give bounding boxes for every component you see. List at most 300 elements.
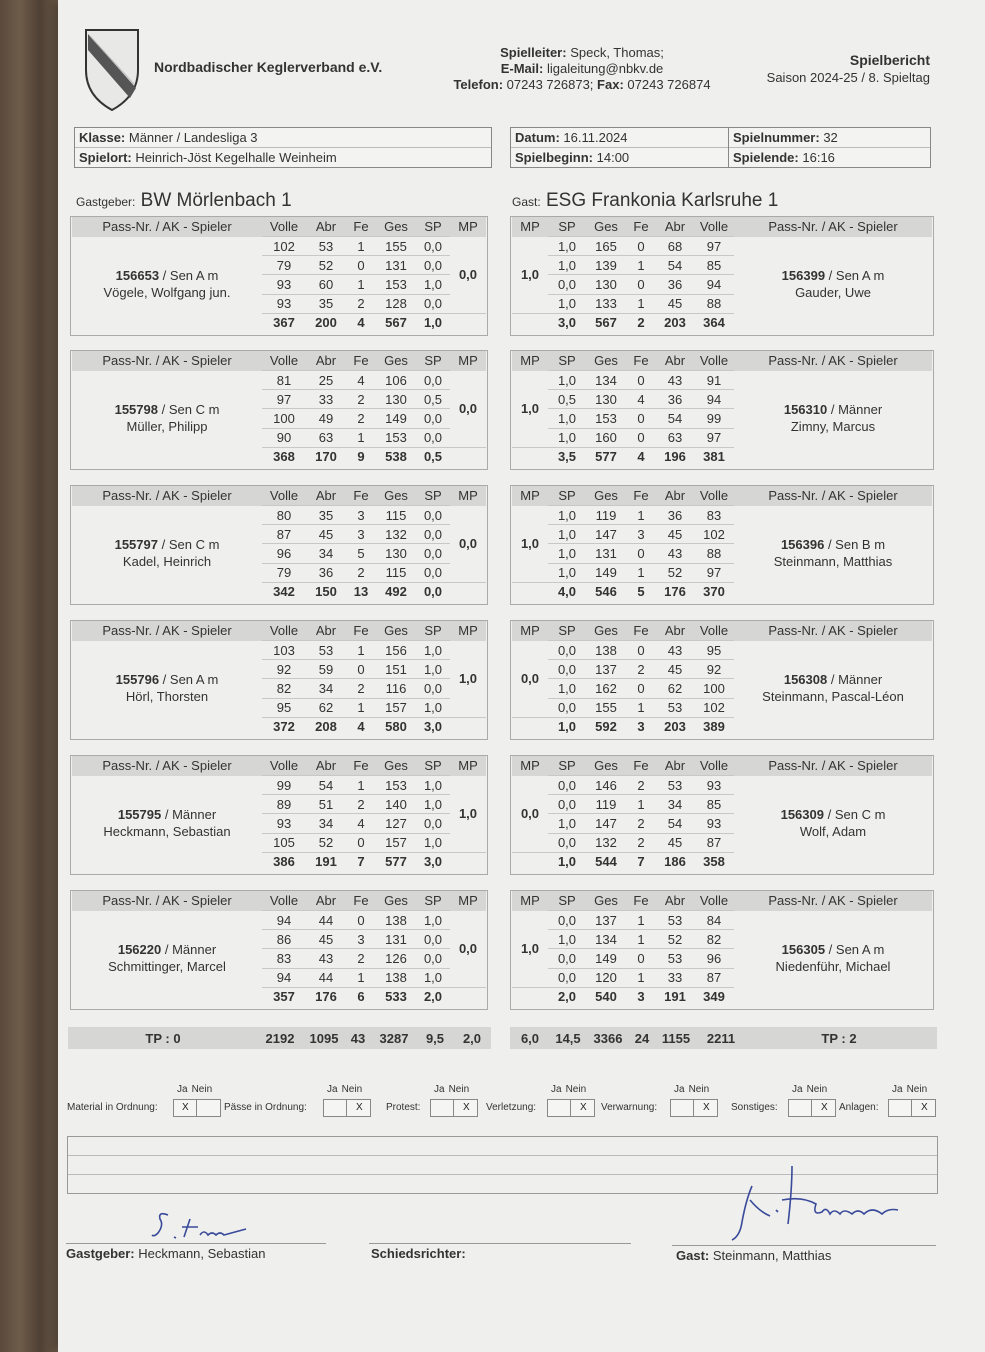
volle: 97	[262, 390, 306, 409]
column-header: Ges	[376, 621, 416, 641]
nein-label: Nein	[565, 1084, 587, 1095]
volle: 85	[694, 256, 734, 275]
fe: 2	[346, 795, 376, 814]
sp: 0,0	[416, 814, 450, 833]
age-class: / Sen A m	[825, 268, 885, 284]
away-sign-line	[672, 1245, 936, 1246]
check-label: Sonstiges:	[731, 1102, 778, 1113]
column-header: SP	[416, 351, 450, 371]
away-block-frame	[510, 890, 934, 1010]
nein-label: Nein	[191, 1084, 213, 1095]
home-team: BW Mörlenbach 1	[140, 190, 292, 211]
ges: 544	[586, 852, 626, 871]
home-total-volle: 2192	[265, 1031, 295, 1046]
fe: 4	[346, 717, 376, 736]
abr: 45	[656, 833, 694, 852]
column-header: Pass-Nr. / AK - Spieler	[734, 891, 932, 911]
ref-sign-line	[369, 1243, 631, 1244]
fe: 1	[346, 641, 376, 660]
ja-nein-checkbox[interactable]	[888, 1099, 936, 1117]
fe: 3	[346, 930, 376, 949]
volle: 82	[262, 679, 306, 698]
column-header: Volle	[262, 217, 306, 237]
abr: 53	[656, 949, 694, 968]
sp: 1,0	[548, 679, 586, 698]
home-block-frame	[70, 485, 488, 605]
ges: 151	[376, 660, 416, 679]
fe: 1	[626, 911, 656, 930]
checkbox-divider	[346, 1100, 347, 1116]
sp: 3,0	[548, 313, 586, 332]
sp: 0,0	[416, 563, 450, 582]
fe: 0	[626, 949, 656, 968]
fe: 6	[346, 987, 376, 1006]
abr: 45	[656, 294, 694, 313]
sp: 1,0	[416, 275, 450, 294]
fe: 0	[346, 833, 376, 852]
ges: 130	[586, 275, 626, 294]
column-header: Fe	[346, 621, 376, 641]
fe: 4	[346, 814, 376, 833]
volle: 93	[694, 776, 734, 795]
away-total-fe: 24	[634, 1031, 650, 1046]
column-header: Abr	[656, 486, 694, 506]
pass-number: 156396	[780, 537, 825, 553]
sp: 1,0	[416, 776, 450, 795]
abr: 35	[306, 294, 346, 313]
column-header: Pass-Nr. / AK - Spieler	[72, 351, 262, 371]
sp: 1,0	[548, 409, 586, 428]
spielort-row	[75, 148, 491, 167]
away-total-ges: 3366	[593, 1031, 623, 1046]
home-block-frame	[70, 216, 488, 336]
org-name: Nordbadischer Keglerverband e.V.	[154, 59, 383, 75]
column-header: Ges	[376, 351, 416, 371]
abr: 49	[306, 409, 346, 428]
home-block-frame	[70, 755, 488, 875]
fe: 2	[346, 563, 376, 582]
column-header: Volle	[262, 756, 306, 776]
abr: 33	[306, 390, 346, 409]
age-class: / Sen C m	[157, 537, 220, 553]
abr: 186	[656, 852, 694, 871]
column-header: Ges	[376, 756, 416, 776]
check-mark: X	[580, 1102, 587, 1113]
away-total-sp: 14,5	[555, 1031, 581, 1046]
sp: 0,0	[416, 409, 450, 428]
ja-label: Ja	[551, 1084, 562, 1095]
column-header: SP	[416, 891, 450, 911]
volle: 93	[262, 294, 306, 313]
fe: 2	[346, 390, 376, 409]
abr: 34	[656, 795, 694, 814]
column-header: Ges	[586, 621, 626, 641]
ges: 133	[586, 294, 626, 313]
pass-number: 156310	[783, 402, 828, 418]
abr: 43	[306, 949, 346, 968]
sp: 0,0	[416, 506, 450, 525]
fe: 1	[626, 698, 656, 717]
pass-number: 156399	[781, 268, 826, 284]
column-header: Volle	[262, 621, 306, 641]
ges: 149	[376, 409, 416, 428]
abr: 60	[306, 275, 346, 294]
sp: 1,0	[548, 814, 586, 833]
column-header: Ges	[376, 486, 416, 506]
info-box-number	[728, 127, 931, 168]
column-header: Fe	[346, 756, 376, 776]
ja-nein-header	[434, 1084, 469, 1095]
volle: 94	[262, 911, 306, 930]
volle: 89	[262, 795, 306, 814]
ende-row	[729, 148, 930, 167]
abr: 44	[306, 968, 346, 987]
abr: 36	[656, 390, 694, 409]
ja-nein-checkbox[interactable]	[430, 1099, 478, 1117]
column-header: MP	[512, 621, 548, 641]
fe: 2	[346, 294, 376, 313]
column-header: Volle	[694, 486, 734, 506]
home-block-frame	[70, 620, 488, 740]
volle: 92	[262, 660, 306, 679]
column-header: Pass-Nr. / AK - Spieler	[72, 756, 262, 776]
fe: 7	[346, 852, 376, 871]
fe: 1	[626, 795, 656, 814]
sp: 2,0	[416, 987, 450, 1006]
pass-number: 156308	[783, 672, 828, 688]
column-header: Volle	[262, 351, 306, 371]
column-header: Volle	[694, 217, 734, 237]
volle: 97	[694, 428, 734, 447]
ges: 546	[586, 582, 626, 601]
column-header: Volle	[262, 891, 306, 911]
sp: 0,0	[416, 949, 450, 968]
column-header: Fe	[626, 621, 656, 641]
beginn-label: Spielbeginn:	[515, 150, 593, 165]
abr: 44	[306, 911, 346, 930]
fe: 4	[626, 447, 656, 466]
sp: 1,0	[548, 237, 586, 256]
away-block-frame	[510, 755, 934, 875]
match-point: 0,0	[520, 806, 540, 822]
volle: 103	[262, 641, 306, 660]
fe: 0	[346, 911, 376, 930]
pass-number: 156220	[117, 942, 162, 958]
sp: 0,0	[416, 294, 450, 313]
volle: 100	[694, 679, 734, 698]
abr: 52	[306, 833, 346, 852]
player-name: Heckmann, Sebastian	[103, 824, 231, 840]
away-block-frame	[510, 216, 934, 336]
abr: 191	[306, 852, 346, 871]
fe: 9	[346, 447, 376, 466]
check-label: Material in Ordnung:	[67, 1102, 158, 1113]
fe: 5	[346, 544, 376, 563]
ges: 139	[586, 256, 626, 275]
column-header: Abr	[656, 217, 694, 237]
email-label: E-Mail:	[500, 61, 544, 76]
ges: 540	[586, 987, 626, 1006]
volle: 96	[262, 544, 306, 563]
check-mark: X	[356, 1102, 363, 1113]
away-total-abr: 1155	[661, 1031, 691, 1046]
abr: 176	[306, 987, 346, 1006]
player-name: Niedenführ, Michael	[775, 959, 891, 975]
away-total-volle: 2211	[706, 1031, 736, 1046]
ja-nein-checkbox[interactable]	[173, 1099, 221, 1117]
abr: 68	[656, 237, 694, 256]
fe: 1	[626, 563, 656, 582]
fe: 0	[626, 275, 656, 294]
volle: 95	[694, 641, 734, 660]
volle: 94	[262, 968, 306, 987]
volle: 342	[262, 582, 306, 601]
ja-label: Ja	[674, 1084, 685, 1095]
abr: 62	[656, 679, 694, 698]
volle: 102	[262, 237, 306, 256]
age-class: / Männer	[827, 402, 883, 418]
match-point: 1,0	[520, 941, 540, 957]
sp: 2,0	[548, 987, 586, 1006]
ges: 153	[376, 275, 416, 294]
fe: 3	[346, 506, 376, 525]
info-box-left	[74, 127, 492, 168]
sp: 1,0	[548, 563, 586, 582]
volle: 84	[694, 911, 734, 930]
abr: 170	[306, 447, 346, 466]
pass-number: 155798	[114, 402, 158, 418]
column-header: SP	[548, 891, 586, 911]
away-label: Gast:	[512, 195, 541, 209]
ges: 119	[586, 506, 626, 525]
nein-label: Nein	[906, 1084, 928, 1095]
fe: 2	[626, 833, 656, 852]
abr: 150	[306, 582, 346, 601]
column-header: Volle	[694, 351, 734, 371]
column-header: Ges	[376, 891, 416, 911]
player-name: Hörl, Thorsten	[125, 689, 209, 705]
pass-number: 155796	[115, 672, 160, 688]
column-header: Pass-Nr. / AK - Spieler	[734, 351, 932, 371]
ges: 162	[586, 679, 626, 698]
volle: 83	[694, 506, 734, 525]
fe: 2	[626, 660, 656, 679]
spielort-label: Spielort:	[79, 150, 132, 165]
ges: 131	[376, 256, 416, 275]
ja-nein-checkbox[interactable]	[788, 1099, 836, 1117]
nummer-row	[729, 128, 930, 148]
email: ligaleitung@nbkv.de	[546, 61, 664, 76]
column-header: Ges	[376, 217, 416, 237]
age-class: / Männer	[161, 807, 217, 823]
ja-nein-checkbox[interactable]	[323, 1099, 371, 1117]
column-header: Pass-Nr. / AK - Spieler	[734, 217, 932, 237]
player-name: Steinmann, Pascal-Léon	[762, 689, 904, 705]
phone-label: Telefon:	[453, 77, 504, 92]
volle: 389	[694, 717, 734, 736]
ja-nein-checkbox[interactable]	[670, 1099, 718, 1117]
check-label: Anlagen:	[839, 1102, 879, 1113]
ges: 580	[376, 717, 416, 736]
column-header: MP	[512, 217, 548, 237]
fe: 1	[346, 698, 376, 717]
column-header: SP	[416, 217, 450, 237]
match-point: 0,0	[520, 671, 540, 687]
volle: 83	[262, 949, 306, 968]
federation-logo	[82, 26, 142, 112]
abr: 34	[306, 814, 346, 833]
column-header: Volle	[262, 486, 306, 506]
column-header: SP	[548, 756, 586, 776]
fax-label: Fax:	[597, 77, 624, 92]
ja-label: Ja	[177, 1084, 188, 1095]
player-name: Vögele, Wolfgang jun.	[103, 285, 231, 301]
sp: 0,0	[416, 930, 450, 949]
checkbox-divider	[570, 1100, 571, 1116]
column-header: MP	[450, 891, 486, 911]
sp: 0,5	[416, 390, 450, 409]
match-point: 1,0	[520, 536, 540, 552]
ja-nein-header	[327, 1084, 362, 1095]
check-mark: X	[463, 1102, 470, 1113]
away-sign-name: Steinmann, Matthias	[712, 1248, 832, 1263]
ges: 138	[586, 641, 626, 660]
player-name: Wolf, Adam	[799, 824, 867, 840]
abr: 36	[656, 506, 694, 525]
report-heading	[740, 52, 930, 86]
volle: 349	[694, 987, 734, 1006]
pass-number: 156305	[781, 942, 826, 958]
abr: 35	[306, 506, 346, 525]
ges: 149	[586, 949, 626, 968]
fax: 07243 726874	[627, 77, 711, 92]
sp: 1,0	[416, 968, 450, 987]
volle: 100	[262, 409, 306, 428]
column-header: Volle	[694, 756, 734, 776]
ges: 533	[376, 987, 416, 1006]
home-sign-label: Gastgeber:	[66, 1246, 135, 1261]
fe: 5	[626, 582, 656, 601]
sp: 1,0	[548, 717, 586, 736]
volle: 79	[262, 563, 306, 582]
fe: 0	[626, 237, 656, 256]
volle: 370	[694, 582, 734, 601]
volle: 93	[262, 814, 306, 833]
ges: 128	[376, 294, 416, 313]
fe: 3	[626, 525, 656, 544]
nein-label: Nein	[806, 1084, 828, 1095]
abr: 53	[306, 237, 346, 256]
fe: 4	[346, 371, 376, 390]
column-header: Abr	[656, 891, 694, 911]
age-class: / Männer	[161, 942, 217, 958]
column-header: Pass-Nr. / AK - Spieler	[72, 217, 262, 237]
fe: 1	[626, 506, 656, 525]
column-header: Volle	[694, 621, 734, 641]
sp: 1,0	[416, 911, 450, 930]
home-total-mp: 2,0	[462, 1031, 482, 1046]
check-mark: X	[182, 1102, 189, 1113]
sp: 1,0	[548, 852, 586, 871]
column-header: Abr	[306, 486, 346, 506]
away-totals-row	[510, 1027, 937, 1049]
pass-number: 155797	[114, 537, 158, 553]
age-class: / Sen B m	[824, 537, 886, 553]
sp: 0,0	[548, 660, 586, 679]
fe: 1	[346, 776, 376, 795]
volle: 105	[262, 833, 306, 852]
age-class: / Sen A m	[159, 672, 219, 688]
ges: 577	[586, 447, 626, 466]
sp: 0,0	[548, 968, 586, 987]
volle: 94	[694, 275, 734, 294]
ges: 567	[586, 313, 626, 332]
fe: 7	[626, 852, 656, 871]
ref-sign-label: Schiedsrichter:	[371, 1246, 466, 1261]
column-header: Fe	[626, 351, 656, 371]
volle: 358	[694, 852, 734, 871]
ja-nein-checkbox[interactable]	[547, 1099, 595, 1117]
abr: 54	[656, 409, 694, 428]
fe: 2	[626, 313, 656, 332]
home-sign-line	[66, 1243, 326, 1244]
ges: 538	[376, 447, 416, 466]
home-label: Gastgeber:	[76, 195, 136, 209]
home-total-abr: 1095	[309, 1031, 339, 1046]
sp: 3,5	[548, 447, 586, 466]
sp: 1,0	[416, 833, 450, 852]
abr: 52	[656, 563, 694, 582]
ges: 146	[586, 776, 626, 795]
ges: 492	[376, 582, 416, 601]
ja-label: Ja	[327, 1084, 338, 1095]
ges: 149	[586, 563, 626, 582]
abr: 53	[656, 776, 694, 795]
ende: 16:16	[802, 150, 835, 165]
fe: 1	[626, 256, 656, 275]
volle: 91	[694, 371, 734, 390]
player-name: Zimny, Marcus	[790, 419, 876, 435]
fe: 0	[626, 641, 656, 660]
away-sign-label: Gast:	[676, 1248, 710, 1263]
beginn-row	[511, 148, 729, 167]
check-label: Verletzung:	[486, 1102, 537, 1113]
klasse-row	[75, 128, 491, 148]
ges: 592	[586, 717, 626, 736]
age-class: / Sen A m	[825, 942, 885, 958]
fe: 3	[626, 717, 656, 736]
checkbox-divider	[693, 1100, 694, 1116]
column-header: Ges	[586, 891, 626, 911]
ges: 120	[586, 968, 626, 987]
away-team-heading	[512, 190, 778, 212]
ja-nein-header	[177, 1084, 212, 1095]
column-header: Abr	[306, 891, 346, 911]
column-header: Abr	[656, 756, 694, 776]
column-header: SP	[416, 486, 450, 506]
fe: 1	[346, 428, 376, 447]
ges: 119	[586, 795, 626, 814]
fe: 1	[626, 930, 656, 949]
ges: 127	[376, 814, 416, 833]
abr: 208	[306, 717, 346, 736]
fe: 4	[626, 390, 656, 409]
column-header: Fe	[626, 891, 656, 911]
ges: 155	[376, 237, 416, 256]
sp: 1,0	[548, 256, 586, 275]
sp: 1,0	[548, 294, 586, 313]
ges: 165	[586, 237, 626, 256]
